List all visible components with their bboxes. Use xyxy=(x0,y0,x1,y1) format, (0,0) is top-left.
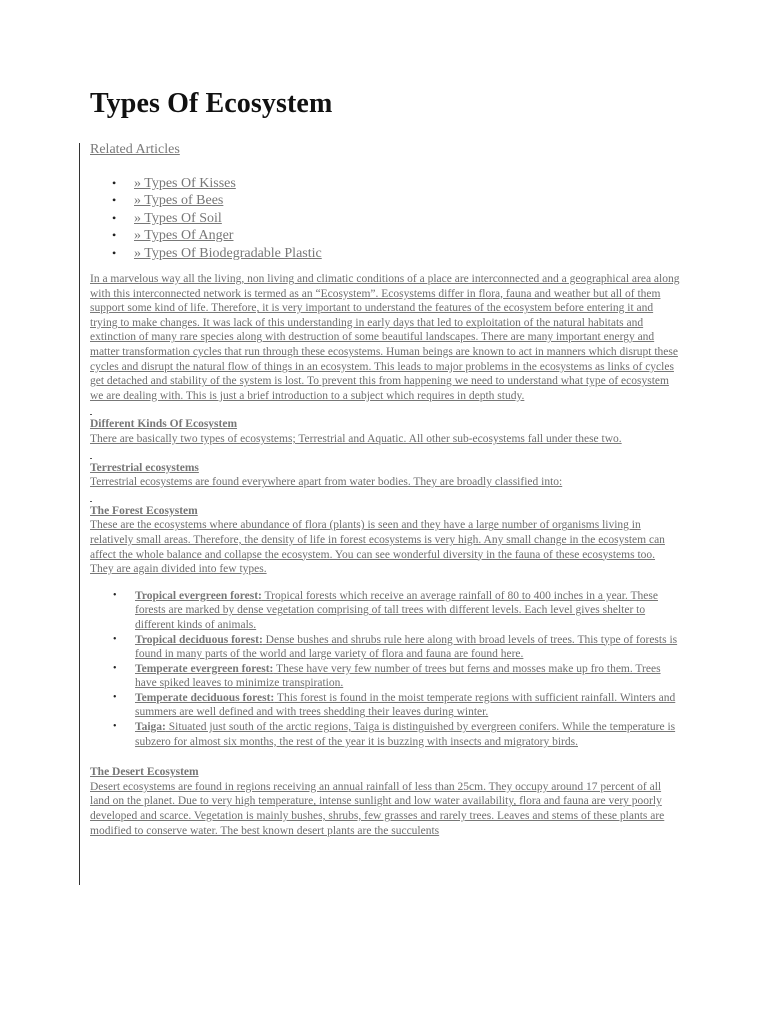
list-item xyxy=(113,720,680,749)
list-item xyxy=(113,691,680,720)
terrestrial-text[interactable]: Terrestrial ecosystems are found everywhere apart from water bodies. They are broadly classified into: xyxy=(90,476,563,489)
term: Tropical deciduous forest: xyxy=(135,633,263,646)
desert-heading[interactable]: The Desert Ecosystem xyxy=(90,766,199,779)
bullet-icon: • xyxy=(113,691,117,703)
description[interactable]: Situated just south of the arctic regions, Taiga is distinguished by evergreen conifers. While the temperature is subzero for almost six months, the rest of the year it is buzzing with insects and migratory birds. xyxy=(135,721,676,748)
forest-heading[interactable]: The Forest Ecosystem xyxy=(90,504,198,517)
related-articles-list xyxy=(90,175,680,262)
related-articles-heading[interactable]: Related Articles xyxy=(90,142,180,157)
description[interactable]: Dense bushes and shrubs rule here along with broad levels of trees. This type of forests is found in many parts of the world and large variety of flora and fauna are found here. xyxy=(135,633,678,661)
list-item xyxy=(113,633,680,662)
intro-paragraph[interactable]: In a marvelous way all the living, non living and climatic conditions of a place are interconnected and a geographical area along with this interconnected network is termed as an “Ecosystem”. Ecosystems differ in flora, fauna and weather but all of them support some kind of life. Therefore, it is very important to understand the features of the ecosystem before entering it and trying to make changes. It was lack of this understanding in early days that led to exploitation of the natural habitats and extinction of many rare species along with destruction of some beautiful landscapes. There are many important energy and matter transformation cycles that run through these ecosystems. Human beings are known to act in manners which disrupt these cycles and disrupt the natural flow of things in an ecosystem. This leads to major problems in the ecosystems as links of cycles get detached and stability of the system is lost. To prevent this from happening we need to understand what type of ecosystem we are dealing with. This is just a brief introduction to a subject which requires in depth study. xyxy=(90,273,680,402)
bullet-icon: • xyxy=(113,633,117,645)
list-item xyxy=(113,662,680,691)
left-border-line xyxy=(79,143,80,885)
bullet-icon: • xyxy=(112,176,117,190)
spacer xyxy=(90,490,680,504)
list-item xyxy=(113,589,680,633)
kinds-text[interactable]: There are basically two types of ecosystems; Terrestrial and Aquatic. All other sub-ecosystems fall under these two. xyxy=(90,432,622,445)
terrestrial-heading[interactable]: Terrestrial ecosystems xyxy=(90,461,199,474)
spacer xyxy=(90,403,680,417)
bullet-icon: • xyxy=(113,589,117,601)
related-article-link[interactable]: • » Types Of Biodegradable Plastic xyxy=(112,245,322,261)
bullet-icon: • xyxy=(112,193,117,208)
bullet-icon: • xyxy=(112,210,117,225)
related-article-link[interactable]: • » Types Of Kisses xyxy=(112,176,236,191)
desert-text[interactable]: Desert ecosystems are found in regions receiving an annual rainfall of less than 25cm. They occupy around 17 percent of all land on the planet. Due to very high temperature, intense sunlight and low water availability, flora and fauna are very poorly developed and scarce. Vegetation is mainly bushes, shrubs, few grasses and rarely trees. Leaves and stems of these plants are modified to conserve water. The best known desert plants are the succulents xyxy=(90,780,665,837)
related-article-link[interactable]: • » Types Of Anger xyxy=(112,228,234,244)
term: Tropical evergreen forest: xyxy=(135,589,262,602)
kinds-heading[interactable]: Different Kinds Of Ecosystem xyxy=(90,418,238,431)
page-title: Types Of Ecosystem xyxy=(90,88,333,119)
term: Temperate deciduous forest: xyxy=(135,691,275,704)
related-article-link[interactable]: • » Types of Bees xyxy=(112,193,224,209)
spacer xyxy=(90,757,680,765)
description[interactable]: This forest is found in the moist temperate regions with sufficient rainfall. Winters and summers are well defined and with trees shedding their leaves during winter. xyxy=(135,691,676,719)
bullet-icon: • xyxy=(113,721,117,733)
spacer xyxy=(90,447,680,461)
bullet-icon: • xyxy=(112,228,117,243)
description[interactable]: Tropical forests which receive an average rainfall of 80 to 400 inches in a year. These forests are marked by dense vegetation comprising of tall trees with different levels. Each level gives shelter to different kinds of animals. xyxy=(135,589,658,631)
term: Taiga: xyxy=(135,721,166,734)
description[interactable]: These have very few number of trees but ferns and mosses make up fro them. Trees have spiked leaves to minimize transpiration. xyxy=(135,662,661,690)
bullet-icon: • xyxy=(112,245,117,260)
related-article-link[interactable]: • » Types Of Soil xyxy=(112,210,222,226)
term: Temperate evergreen forest: xyxy=(135,662,274,675)
bullet-icon: • xyxy=(113,662,117,674)
forest-text[interactable]: These are the ecosystems where abundance of flora (plants) is seen and they have a large number of organisms living in relatively small areas. Therefore, the density of life in forest ecosystems is very high. Any small change in the ecosystem can affect the whole balance and collapse the ecosystem. You can see wonderful diversity in the fauna of these ecosystems too. They are again divided into few types. xyxy=(90,519,665,576)
forest-types-list xyxy=(90,589,680,750)
article-body xyxy=(90,142,680,838)
